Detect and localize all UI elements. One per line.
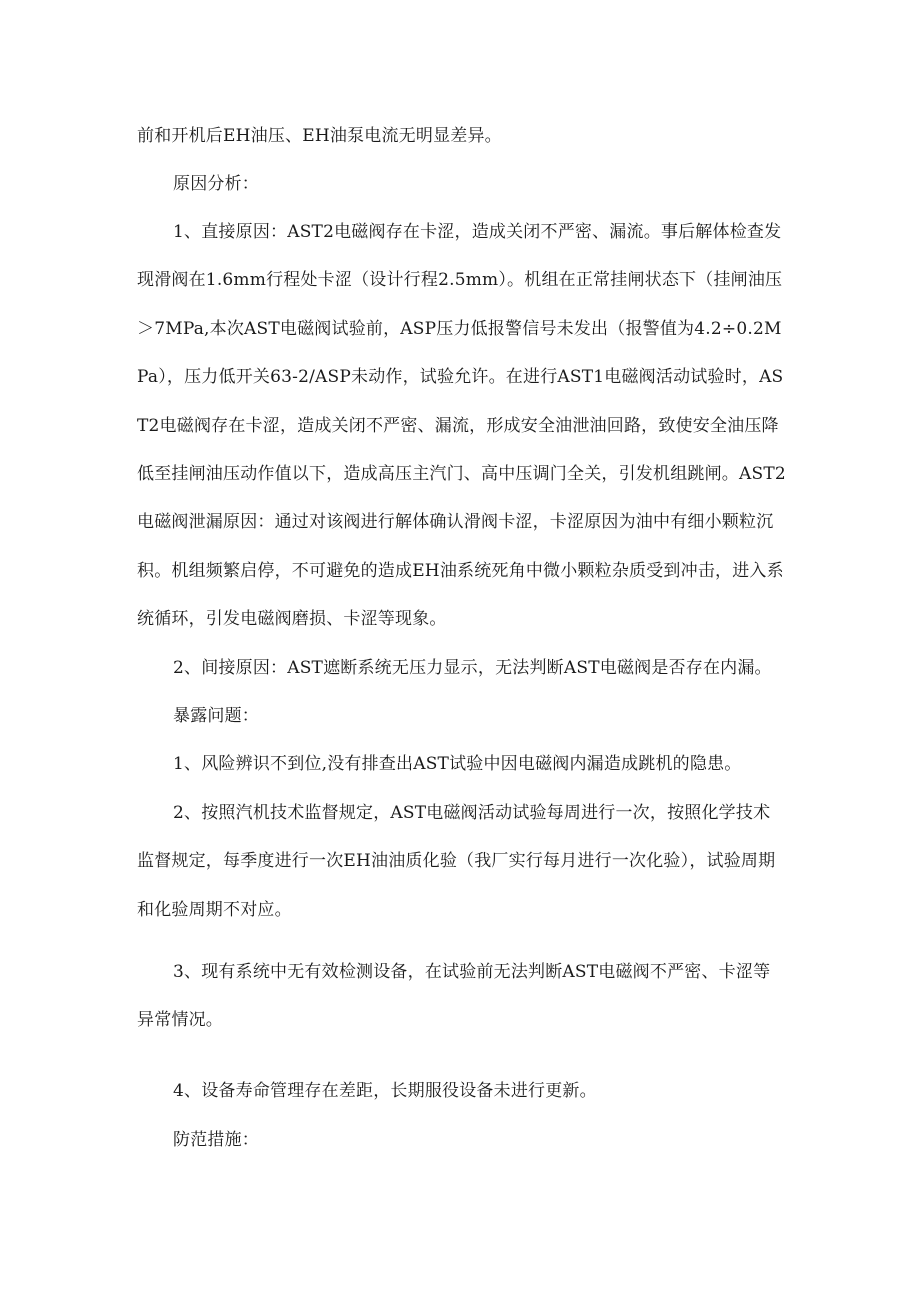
exposed-problems-heading: 暴露问题： xyxy=(173,706,259,726)
exposed-problem-1: 1、风险辨识不到位,没有排查出AST试验中因电磁阀内漏造成跳机的隐患。 xyxy=(173,754,742,774)
exposed-problem-4: 4、设备寿命管理存在差距，长期服役设备未进行更新。 xyxy=(173,1081,597,1101)
exposed-problem-2: 2、按照汽机技术监督规定，AST电磁阀活动试验每周进行一次，按照化学技术监督规定，每季度进行一次EH油油质化验（我厂实行每月进行一次化验），试验周期和化验周期不对应。 xyxy=(137,803,776,920)
direct-cause-paragraph: 1、直接原因：AST2电磁阀存在卡涩，造成关闭不严密、漏流。事后解体检查发现滑阀在1.6mm行程处卡涩（设计行程2.5mm）。机组在正常挂闸状态下（挂闸油压＞7MPa,本次AST电磁阀试验前，ASP压力低报警信号未发出（报警值为4.2÷0.2MPa），压力低开关63-2/ASP未动作，试验允许。在进行AST1电磁阀活动试验时，AST2电磁阀存在卡涩，造成关闭不严密、漏流，形成安全油泄油回路，致使安全油压降低至挂闸油压动作值以下，造成高压主汽门、高中压调门全关，引发机组跳闸。AST2电磁阀泄漏原因：通过对该阀进行解体确认滑阀卡涩，卡涩原因为油中有细小颗粒沉积。机组频繁启停，不可避免的造成EH油系统死角中微小颗粒杂质受到冲击，进入系统循环，引发电磁阀磨损、卡涩等现象。 xyxy=(137,222,786,630)
cause-analysis-heading: 原因分析： xyxy=(173,174,259,194)
intro-tail-paragraph: 前和开机后EH油压、EH油泵电流无明显差异。 xyxy=(137,126,502,146)
prevention-measures-heading: 防范措施： xyxy=(173,1130,259,1150)
indirect-cause-paragraph: 2、间接原因：AST遮断系统无压力显示，无法判断AST电磁阀是否存在内漏。 xyxy=(173,658,772,678)
exposed-problem-3: 3、现有系统中无有效检测设备，在试验前无法判断AST电磁阀不严密、卡涩等异常情况。 xyxy=(137,962,771,1031)
